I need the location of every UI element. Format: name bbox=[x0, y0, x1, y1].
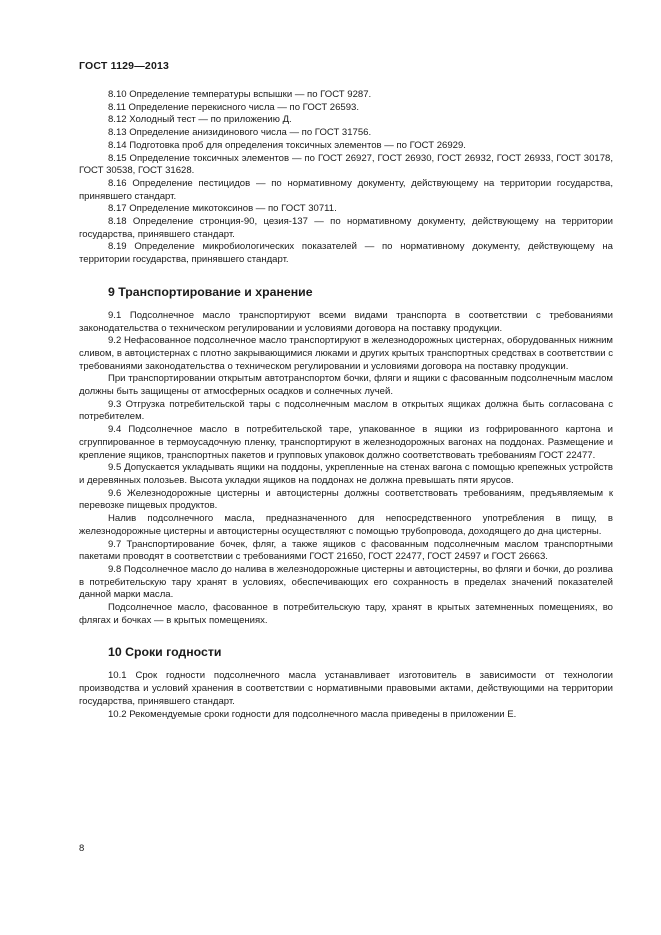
section-10-heading: 10 Сроки годности bbox=[108, 645, 222, 660]
section-8-list bbox=[79, 89, 613, 267]
clause-8-16: 8.16 Определение пестицидов — по нормативному документу, действующему на территории государства, принявшего стандарт. bbox=[79, 177, 613, 202]
clause-8-17: 8.17 Определение микотоксинов — по ГОСТ 30711. bbox=[108, 203, 337, 215]
clause-8-12: 8.12 Холодный тест — по приложению Д. bbox=[108, 114, 292, 126]
clause-9-7: 9.7 Транспортирование бочек, фляг, а также ящиков с фасованным подсолнечным маслом транспортными пакетами проводят в соответствии с требованиями ГОСТ 21650, ГОСТ 22477, ГОСТ 24597 и ГОСТ 26663. bbox=[79, 538, 613, 563]
document-header: ГОСТ 1129—2013 bbox=[79, 60, 170, 72]
clause-10-2: 10.2 Рекомендуемые сроки годности для подсолнечного масла приведены в приложении Е. bbox=[108, 708, 517, 720]
clause-9-6: 9.6 Железнодорожные цистерны и автоцистерны должны соответствовать требованиям, предъявляемым к перевозке пищевых продуктов. bbox=[79, 487, 613, 512]
paragraph: Подсолнечное масло, фасованное в потребительскую тару, хранят в крытых затемненных помещениях, во флягах и бочках — в крытых помещениях. bbox=[79, 602, 613, 626]
document-body bbox=[79, 89, 613, 721]
page-number: 8 bbox=[79, 843, 85, 854]
clause-8-10: 8.10 Определение температуры вспышки — по ГОСТ 9287. bbox=[108, 89, 372, 100]
clause-9-2: 9.2 Нефасованное подсолнечное масло транспортируют в железнодорожных цистернах, оборудованных нижним сливом, в автоцистернах с плотно закрывающимися люками и других крытых транспортных средствах в соответствии с требованиями законодательства о техническом регулировании и условиями договора на поставку продукции. bbox=[79, 335, 613, 372]
section-9-heading: 9 Транспортирование и хранение bbox=[108, 284, 313, 299]
clause-8-11: 8.11 Определение перекисного числа — по ГОСТ 26593. bbox=[108, 101, 360, 113]
clause-9-8: 9.8 Подсолнечное масло до налива в железнодорожные цистерны и автоцистерны, во фляги и бочки, до розлива в потребительскую тару хранят в условиях, обеспечивающих его сохранность в пределах значений показателей данной марки масла. bbox=[79, 563, 613, 601]
clause-9-4: 9.4 Подсолнечное масло в потребительской таре, упакованное в ящики из гофрированного картона и сгруппированное в термоусадочную пленку, транспортируют в железнодорожных вагонах на поддонах. Размещение и крепление ящиков, транспортных пакетов и групповых упаковок должно соответствовать требованиям ГОСТ 22477. bbox=[79, 424, 613, 461]
clause-8-14: 8.14 Подготовка проб для определения токсичных элементов — по ГОСТ 26929. bbox=[108, 139, 466, 151]
section-10-body bbox=[79, 670, 613, 721]
clause-10-1: 10.1 Срок годности подсолнечного масла устанавливает изготовитель в зависимости от технологии производства и условий хранения в соответствии с нормативными правовыми актами, действующими на территории государства, принявшего стандарт. bbox=[79, 670, 613, 707]
clause-8-13: 8.13 Определение анизидинового числа — по ГОСТ 31756. bbox=[108, 127, 372, 139]
clause-8-15: 8.15 Определение токсичных элементов — по ГОСТ 26927, ГОСТ 26930, ГОСТ 26932, ГОСТ 26933, ГОСТ 30178, ГОСТ 30538, ГОСТ 31628. bbox=[79, 152, 613, 177]
clause-8-18: 8.18 Определение стронция-90, цезия-137 — по нормативному документу, действующему на территории государства, принявшего стандарт. bbox=[79, 216, 613, 240]
section-9-body bbox=[79, 310, 613, 628]
clause-9-1: 9.1 Подсолнечное масло транспортируют всеми видами транспорта в соответствии с требованиями законодательства о техническом регулировании и условиями договора на поставку продукции. bbox=[79, 309, 613, 334]
clause-9-3: 9.3 Отгрузка потребительской тары с подсолнечным маслом в открытых ящиках должна быть согласована с потребителем. bbox=[79, 398, 613, 423]
paragraph: Налив подсолнечного масла, предназначенного для непосредственного употребления в пищу, в железнодорожные цистерны и автоцистерны осуществляют с помощью трубопровода, доходящего до дна цистерны. bbox=[79, 513, 613, 537]
clause-9-5: 9.5 Допускается укладывать ящики на поддоны, укрепленные на стенах вагона с помощью крепежных устройств и деревянных полозьев. Высота укладки ящиков на поддонах не должна превышать пяти ярусов. bbox=[79, 462, 613, 486]
paragraph: При транспортировании открытым автотранспортом бочки, фляги и ящики с фасованным подсолнечным маслом должны быть защищены от атмосферных осадков и солнечных лучей. bbox=[79, 373, 613, 398]
clause-8-19: 8.19 Определение микробиологических показателей — по нормативному документу, действующему на территории государства, принявшего стандарт. bbox=[79, 241, 613, 266]
